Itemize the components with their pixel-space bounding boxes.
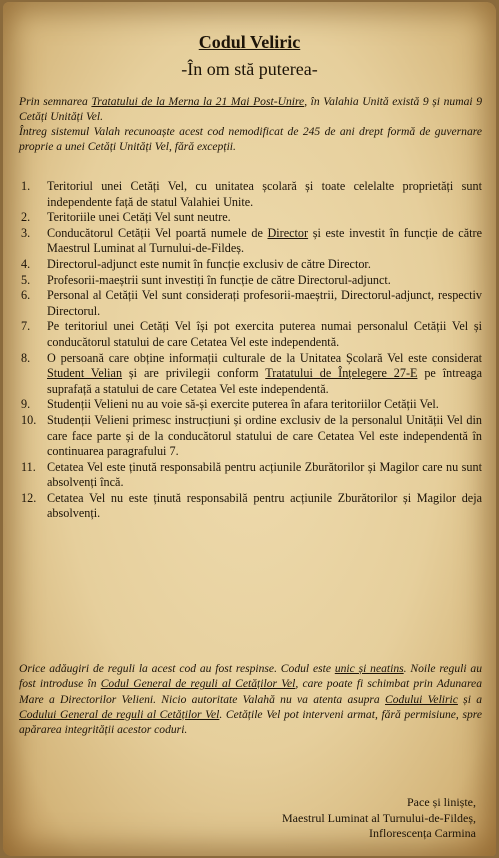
rule-number: 4. <box>21 256 31 271</box>
intro-text: , în Valahia Unită există 9 și numai 9 Cetăți Unități Vel. <box>19 95 482 123</box>
veliric-code-link[interactable]: Codului Veliric <box>385 692 458 706</box>
intro-paragraph-2: Întreg sistemul Valah recunoaște acest cod nemodificat de 245 de ani drept formă de guvernare proprie a unei Cetăți Unități Vel, fără excepții. <box>19 125 482 153</box>
rule-text: Studenții Velieni primesc instrucțiuni și ordine exclusiv de la personalul Unității Vel din care face parte și de la conducătorul statului de care Cetatea Vel este independentă în continuarea paragrafului 7. <box>47 412 482 459</box>
general-code-link[interactable]: Codului General de reguli al Cetăților Vel <box>19 707 220 721</box>
rule-item <box>19 319 482 350</box>
intro-section <box>19 94 482 154</box>
rule-text: Cetatea Vel este ținută responsabilă pentru acțiunile Zburătorilor și Magilor care nu sunt absolvenți încă. <box>47 459 482 490</box>
signature-name: Inflorescența Carmina <box>369 826 476 840</box>
rule-text: Personal al Cetății Vel sunt considerați profesorii-maeștrii, Directorul-adjunct, respectiv Directorul. <box>47 288 482 318</box>
closing-text: Orice adăugiri de reguli la acest cod au fost respinse. Codul este <box>19 662 335 675</box>
general-code-link[interactable]: Codul General de reguli al Cetăților Vel <box>100 677 296 691</box>
rule-number: 2. <box>21 210 31 225</box>
closing-text: și a <box>457 692 482 706</box>
rule-item <box>19 491 482 522</box>
rule-number: 9. <box>21 397 31 412</box>
rule-number: 3. <box>21 225 31 240</box>
closing-text: . Cetățile Vel pot interveni armat, fără permisiune, spre apărarea integrității acestor coduri. <box>19 707 482 737</box>
rule-number: 6. <box>21 288 31 303</box>
rules-list <box>19 179 482 522</box>
signature-title: Maestrul Luminat al Turnului-de-Fildeș, <box>282 810 476 825</box>
document-subtitle: -În om stă puterea- <box>181 59 318 79</box>
rule-item <box>19 288 482 319</box>
rule-item <box>19 273 482 289</box>
closing-section <box>19 661 482 737</box>
rule-item <box>19 210 482 226</box>
rule-text: Cetatea Vel nu este ținută responsabilă pentru acțiunile Zburătorilor și Magilor deja absolvenți. <box>47 490 482 521</box>
rule-text: Profesorii-maeștrii sunt investiți în funcție de către Directorul-adjunct. <box>47 272 391 287</box>
rule-item <box>19 460 482 491</box>
rule-number: 7. <box>21 319 31 334</box>
signature-block <box>282 795 476 842</box>
closing-emphasis: unic și neatins <box>334 662 404 675</box>
rule-number: 1. <box>21 179 31 193</box>
treaty-27e-link[interactable]: Tratatului de Înțelegere 27-E <box>265 366 418 381</box>
rule-number: 5. <box>21 272 31 287</box>
document-title: Codul Veliric <box>198 32 301 52</box>
rule-text: pe întreaga suprafață a statului de care Cetatea Vel este independentă. <box>47 366 482 396</box>
rule-number: 12. <box>21 490 37 505</box>
intro-paragraph-1 <box>19 94 482 124</box>
parchment-document <box>3 2 496 856</box>
rule-text: Directorul-adjunct este numit în funcție exclusiv de către Director. <box>47 256 371 271</box>
rule-text: și este investit în funcție de către Maestrul Luminat al Turnului-de-Fildeș. <box>47 225 482 256</box>
student-velian-link[interactable]: Student Velian <box>47 366 123 381</box>
rule-number: 10. <box>21 412 37 427</box>
rule-text: Conducătorul Cetății Vel poartă numele de <box>47 225 268 240</box>
rule-item <box>19 257 482 273</box>
rule-item <box>19 397 482 413</box>
rule-text: Studenții Velieni nu au voie să-și exercite puterea în afara teritoriilor Cetății Vel. <box>47 397 439 412</box>
signature-greeting: Pace și liniște, <box>407 795 476 809</box>
rule-item <box>19 413 482 460</box>
rule-text: Pe teritoriul unei Cetăți Vel își pot exercita puterea numai personalul Cetății Vel și conducătorul statului de care Cetatea Vel este independentă. <box>47 319 482 349</box>
rule-text: O persoană care obține informații culturale de la Unitatea Școlară Vel este considerat <box>47 350 482 365</box>
rule-number: 8. <box>21 350 31 365</box>
closing-text: , care poate fi schimbat prin Adunarea Mare a Directorilor Velieni. Nicio autoritate Valahă nu va atenta asupra <box>19 677 483 706</box>
rule-text: și are privilegii conform <box>122 366 266 381</box>
director-link[interactable]: Director <box>267 225 309 240</box>
rule-item <box>19 179 482 210</box>
treaty-link[interactable]: Tratatului de la Merna la 21 Mai Post-Unire <box>91 95 305 108</box>
intro-text: Prin semnarea <box>19 95 92 108</box>
rule-text: Teritoriile unei Cetăți Vel sunt neutre. <box>47 210 231 225</box>
rule-item <box>19 226 482 257</box>
rule-number: 11. <box>21 459 36 474</box>
rule-text: Teritoriul unei Cetăți Vel, cu unitatea școlară și toate celelalte proprietăți sunt independente față de statul Valahiei Unite. <box>47 179 482 209</box>
closing-paragraph <box>19 661 482 737</box>
closing-text: . Noile reguli au fost introduse în <box>19 662 482 691</box>
rule-item <box>19 351 482 398</box>
